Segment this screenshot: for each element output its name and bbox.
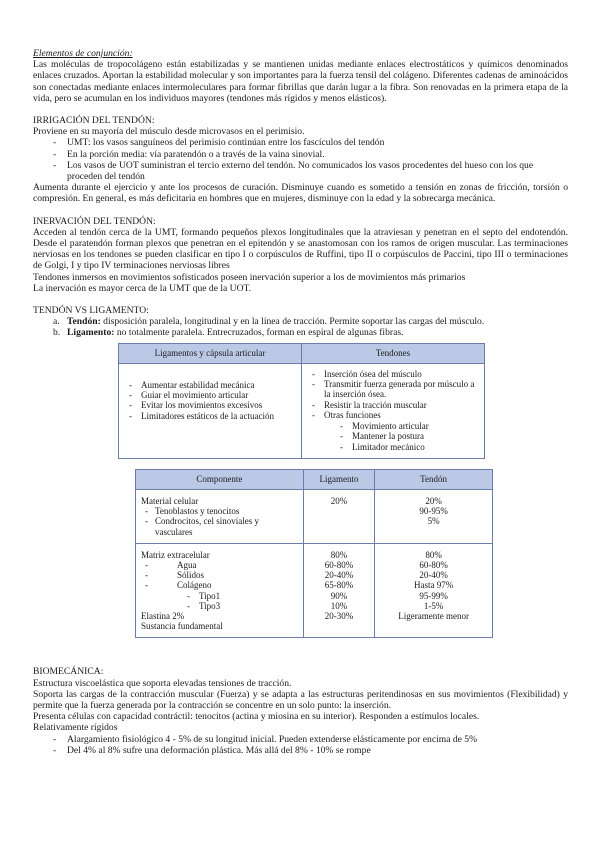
biomecanica-line3: Presenta células con capacidad contráctil: tenocitos (actina y miosina en su interior). Responden a estímulos locales.: [33, 711, 480, 723]
irrigacion-intro: Proviene en su mayoría del músculo desde microvasos en el perimisio.: [33, 126, 305, 138]
item-text: disposición paralela, longitudinal y en la línea de tracción. Permite soportar las cargas del músculo.: [100, 316, 485, 328]
list-item: - Limitadores estáticos de la actuación: [125, 411, 295, 421]
list-item: - Inserción ósea del músculo: [308, 369, 478, 379]
matriz-tendon-value: 20-40%: [419, 570, 448, 581]
table-header: Ligamento: [303, 469, 374, 489]
matriz-ligamento-value: 20-40%: [324, 570, 354, 581]
list-item: [33, 149, 568, 160]
irrigacion-item-lead: UMT:: [67, 137, 91, 149]
list-marker: b.: [53, 327, 61, 339]
list-item: - Evitar los movimientos excesivos: [125, 400, 295, 410]
table-cell: [303, 543, 374, 638]
matriz-tendon-value: 95-99%: [419, 590, 448, 601]
inervacion-paragraph: Acceden al tendón cerca de la UMT, formando pequeños plexos longitudinales que la atraviesan y penetran en el septo del endotendón. Desde el paratendón forman plexos que penetran en el epitendón y se anastomosan con los ramos de origen muscular. Las terminaciones nerviosas en los tendones se pueden clasificar en tipo I o corpúsculos de Ruffini, tipo II o corpúsculos de Paccini, tipo III o terminaciones de Golgi, I y tipo IV terminaciones nerviosas libres: [33, 226, 568, 272]
list-item: - Mantener la postura: [308, 431, 478, 441]
tendon-functions-list: [308, 369, 478, 421]
celular-item: - Condrocitos, cel sinoviales y vasculares: [141, 516, 298, 536]
matriz-ligamento-value: 80%: [330, 549, 348, 560]
biomecanica-list: [33, 734, 568, 756]
tipo3-label: Tipo3: [199, 600, 221, 611]
irrigacion-item-text: los vasos sanguíneos del perimisio continúan entre los fascículos del tendón: [90, 137, 385, 149]
matriz-tendon-value: 1-5%: [423, 600, 444, 611]
table-header: Ligamentos y cápsula articular: [119, 343, 302, 363]
list-item: [33, 316, 568, 327]
list-item: [33, 160, 568, 182]
solidos-label: Sólidos: [177, 570, 205, 581]
matriz-ligamento-value: 90%: [330, 590, 348, 601]
irrigacion-title: IRRIGACIÓN DEL TENDÓN:: [33, 115, 155, 127]
list-item: - Limitador mecánico: [308, 442, 478, 452]
matriz-item-sustancia: Sustancia fundamental: [141, 621, 223, 632]
matriz-ligamento-value: 20-30%: [324, 610, 354, 621]
inervacion-line2: Tendones inmersos en movimientos sofisticados poseen inervación superior a los de movimientos más primarios: [33, 271, 466, 283]
table-cell: [119, 363, 302, 458]
list-item: - Guiar el movimiento articular: [125, 390, 295, 400]
matriz-item-colageno: [141, 580, 298, 590]
inervacion-title: INERVACIÓN DEL TENDÓN:: [33, 215, 156, 227]
irrigacion-list: [33, 137, 568, 182]
list-item: - Aumentar estabilidad mecánica: [125, 380, 295, 390]
table-cell: [375, 489, 493, 543]
biomecanica-paragraph: Soporta las cargas de la contracción muscular (Fuerza) y se adapta a las estructuras peritendinosas en sus movimientos (Flexibilidad) y permite que la fuerza generada por la contracción se concentre en un solo punto: la inserción.: [33, 688, 568, 711]
table-cell: [136, 489, 304, 543]
ligamento-functions-list: [125, 380, 295, 422]
celular-tendon-value: 20%: [425, 495, 442, 506]
elementos-title: Elementos de conjunción:: [33, 48, 133, 59]
irrigacion-item-text: En la porción media: vía paratendón o a través de la vaina sinovial.: [67, 148, 325, 160]
matriz-ligamento-value: 10%: [330, 600, 348, 611]
list-item: - Resistir la tracción muscular: [308, 400, 478, 410]
colageno-label: Colágeno: [177, 580, 212, 591]
list-item: [33, 137, 568, 148]
elementos-paragraph: Las moléculas de tropocolágeno están estabilizadas y se mantienen unidas mediante enlaces electrostáticos y químicos denominados enlaces cruzados. Aportan la estabilidad molecular y son importantes para la fuerza tensil del colágeno. Diferentes cadenas de aminoácidos son conectadas mediante enlaces intermoleculares para formar fibrillas que darán lugar a la fibra. Son renovadas en la primera etapa de la vida, pero se acumulan en los individuos mayores (tendones más rígidos y menos elásticos).: [33, 59, 568, 104]
item-lead: Tendón:: [67, 316, 101, 328]
matriz-tendon-value: Hasta 97%: [413, 580, 454, 591]
table-cell: [302, 363, 485, 458]
celular-tendon-value: 90-95%: [419, 506, 448, 517]
celular-ligamento-value: 20%: [330, 495, 348, 506]
list-item: [33, 327, 568, 338]
document-page: [33, 48, 568, 756]
item-text: no totalmente paralela. Entrecruzados, forman en espiral de algunas fibras.: [114, 327, 404, 339]
matriz-item-tipo1: [141, 591, 298, 601]
matriz-item-agua: [141, 560, 298, 570]
biomecanica-line1: Estructura viscoelástica que soporta elevadas tensiones de tracción.: [33, 677, 292, 689]
matriz-label: Matriz extracelular: [141, 549, 210, 560]
composition-table: [135, 469, 493, 638]
list-item: - Transmitir fuerza generada por músculo a la inserción ósea.: [308, 379, 478, 400]
table-row: [136, 489, 493, 543]
biomecanica-line4: Relativamente rígidos: [33, 722, 118, 734]
irrigacion-item-text: Los vasos de UOT suministran el tercio externo del tendón. No comunicados los vasos procedentes del hueso con los que proceden del tendón: [67, 159, 534, 183]
table-cell: [303, 489, 374, 543]
celular-label: Material celular: [141, 495, 199, 506]
tendon-other-functions-list: [308, 421, 478, 452]
list-item: - Del 4% al 8% sufre una deformación plástica. Más allá del 8% - 10% se rompe: [33, 745, 568, 756]
tendon-vs-title: TENDÓN VS LIGAMENTO:: [33, 305, 149, 317]
matriz-item-tipo3: [141, 601, 298, 611]
matriz-tendon-value: 80%: [425, 549, 442, 560]
list-item: - Otras funciones: [308, 410, 478, 420]
matriz-tendon-value: 60-80%: [419, 559, 448, 570]
table-header: Tendones: [302, 343, 485, 363]
agua-label: Agua: [177, 559, 197, 570]
matriz-tendon-value: Ligeramente menor: [398, 610, 469, 621]
list-item: - Alargamiento fisiológico 4 - 5% de su longitud inicial. Pueden extenderse elásticamente por encima de 5%: [33, 734, 568, 745]
biomecanica-title: BIOMECÁNICA:: [33, 666, 104, 678]
table-cell: [375, 543, 493, 638]
item-lead: Ligamento:: [67, 327, 115, 339]
table-row: [136, 543, 493, 638]
table-header: Tendón: [375, 469, 493, 489]
matriz-item-elastina: Elastina 2%: [141, 610, 185, 621]
irrigacion-closing: Aumenta durante el ejercicio y ante los procesos de curación. Disminuye cuando es sometido a tensión en zonas de fricción, torsión o compresión. En general, es más deficitaria en hombres que en mujeres, disminuye con la edad y la sobrecarga mecánica.: [33, 182, 568, 205]
tipo1-label: Tipo1: [199, 590, 221, 601]
list-item: - Movimiento articular: [308, 421, 478, 431]
tendon-vs-list: [33, 316, 568, 338]
matriz-ligamento-value: 65-80%: [324, 580, 354, 591]
functions-table: [118, 343, 485, 459]
celular-item: - Tenoblastos y tenocitos: [141, 506, 298, 516]
matriz-item-solidos: [141, 570, 298, 580]
celular-tendon-value: 5%: [427, 516, 440, 527]
table-cell: [136, 543, 304, 638]
list-marker: a.: [53, 316, 60, 328]
table-header: Componente: [136, 469, 304, 489]
matriz-ligamento-value: 60-80%: [324, 559, 354, 570]
inervacion-line3: La inervación es mayor cerca de la UMT que de la UOT.: [33, 282, 252, 294]
